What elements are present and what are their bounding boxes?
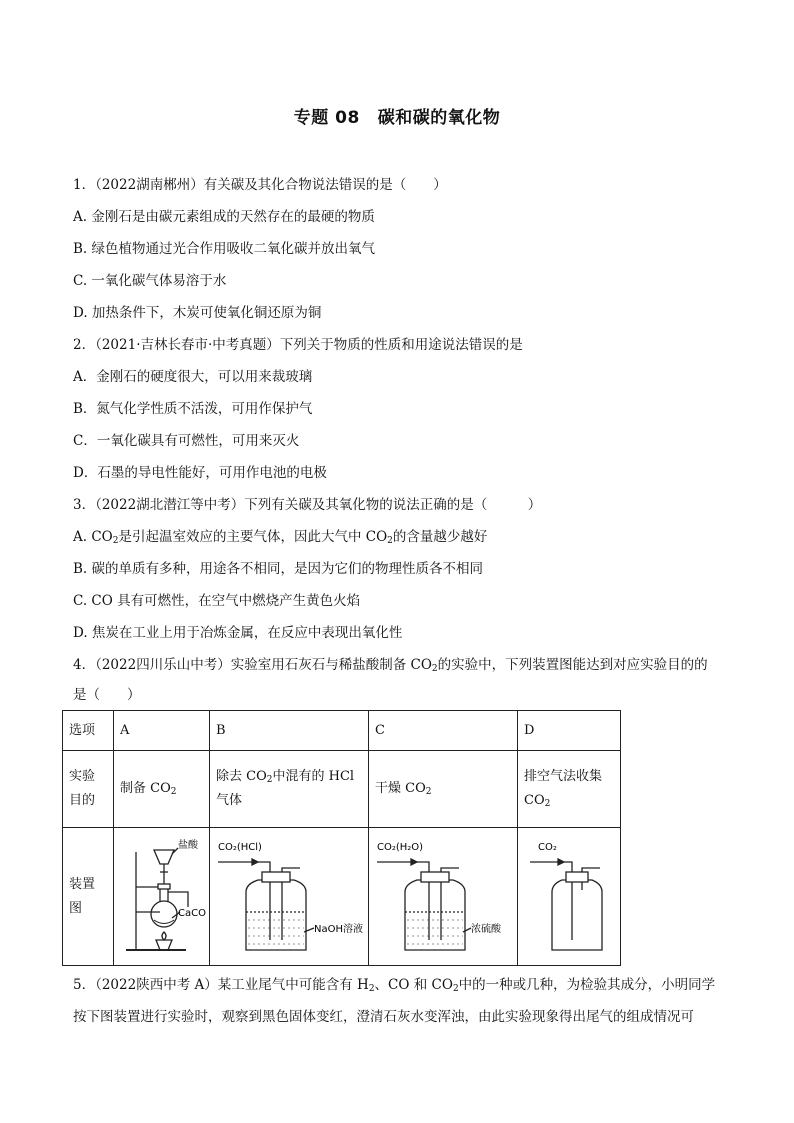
q2-option-a: A．金刚石的硬度很大，可以用来裁玻璃 <box>73 369 313 385</box>
purpose-a: 制备 $CO_2$ <box>114 751 210 828</box>
table-row-purpose <box>63 751 621 828</box>
apparatus-d-drawing <box>520 832 620 962</box>
apparatus-b-drawing <box>212 832 368 962</box>
purpose-b: 除去 $CO_2$中混有的 HCl 气体 <box>210 751 369 828</box>
q2-option-b: B．氮气化学性质不活泼，可用作保护气 <box>73 401 313 417</box>
option-a-header: A <box>114 711 210 751</box>
title-text: 碳和碳的氧化物 <box>377 108 501 128</box>
q1-option-d: D. 加热条件下，木炭可使氧化铜还原为铜 <box>73 305 322 321</box>
q4-stem-line2: 是（ ） <box>73 687 141 703</box>
q3-option-c: C. CO 具有可燃性，在空气中燃烧产生黄色火焰 <box>73 593 361 609</box>
label-conc-sulfuric-acid: 浓硫酸 <box>471 923 501 935</box>
apparatus-a-cell <box>114 828 210 966</box>
option-b-header: B <box>210 711 369 751</box>
label-gas-in-b: CO₂(HCl) <box>218 841 262 853</box>
q4-table <box>62 710 621 966</box>
q1-option-a: A. 金刚石是由碳元素组成的天然存在的最硬的物质 <box>73 209 375 225</box>
apparatus-c-drawing <box>371 832 517 962</box>
label-gas-in-d: CO₂ <box>538 841 557 853</box>
apparatus-d-cell <box>518 828 621 966</box>
table-row-apparatus <box>63 828 621 966</box>
option-d-header: D <box>518 711 621 751</box>
option-c-header: C <box>369 711 518 751</box>
q5-stem: 5．（2022陕西中考 A）某工业尾气中可能含有 $H_2$、CO 和 $CO_2$中的一种或几种，为检验其成分，小明同学 <box>73 977 716 994</box>
label-gas-in-c: CO₂(H₂O) <box>377 841 424 853</box>
q3-option-a: A. $CO_2$是引起温室效应的主要气体，因此大气中 $CO_2$的含量越少越好 <box>73 529 488 546</box>
table-row-label: 选项 <box>63 711 114 751</box>
purpose-d: 排空气法收集 $CO_2$ <box>518 751 621 828</box>
table-row-label: 装置 图 <box>63 828 114 966</box>
q3-option-b: B. 碳的单质有多种，用途各不相同，是因为它们的物理性质各不相同 <box>73 561 484 577</box>
q4-stem: 4．（2022四川乐山中考）实验室用石灰石与稀盐酸制备 $CO_2$的实验中，下列装置图能达到对应实验目的的 <box>73 657 708 674</box>
apparatus-b-cell <box>210 828 369 966</box>
q3-stem: 3．（2022湖北潜江等中考）下列有关碳及其氧化物的说法正确的是（ ） <box>73 497 542 513</box>
q2-option-d: D．石墨的导电性能好，可用作电池的电极 <box>73 465 327 481</box>
q1-option-b: B. 绿色植物通过光合作用吸收二氧化碳并放出氧气 <box>73 241 376 257</box>
apparatus-a-drawing <box>116 832 209 962</box>
q2-stem: 2．（2021·吉林长春市·中考真题）下列关于物质的性质和用途说法错误的是 <box>73 337 523 353</box>
label-hydrochloric-acid: 盐酸 <box>178 839 198 851</box>
apparatus-c-cell <box>369 828 518 966</box>
q1-stem: 1．（2022湖南郴州）有关碳及其化合物说法错误的是（ ） <box>73 177 447 193</box>
title-number: 专题 08 <box>293 108 360 128</box>
table-row-options <box>63 711 621 751</box>
label-caco3: CaCO <box>178 907 206 919</box>
table-row-label: 实验 目的 <box>63 751 114 828</box>
q3-option-d: D. 焦炭在工业上用于冶炼金属，在反应中表现出氧化性 <box>73 625 403 641</box>
page-title <box>0 103 794 128</box>
purpose-c: 干燥 $CO_2$ <box>369 751 518 828</box>
q2-option-c: C．一氧化碳具有可燃性，可用来灭火 <box>73 433 300 449</box>
q1-option-c: C. 一氧化碳气体易溶于水 <box>73 273 227 289</box>
label-naoh-solution: NaOH溶液 <box>314 923 363 935</box>
q5-stem-line2: 按下图装置进行实验时，观察到黑色固体变红，澄清石灰水变浑浊，由此实验现象得出尾气的组成情况可 <box>73 1009 694 1025</box>
